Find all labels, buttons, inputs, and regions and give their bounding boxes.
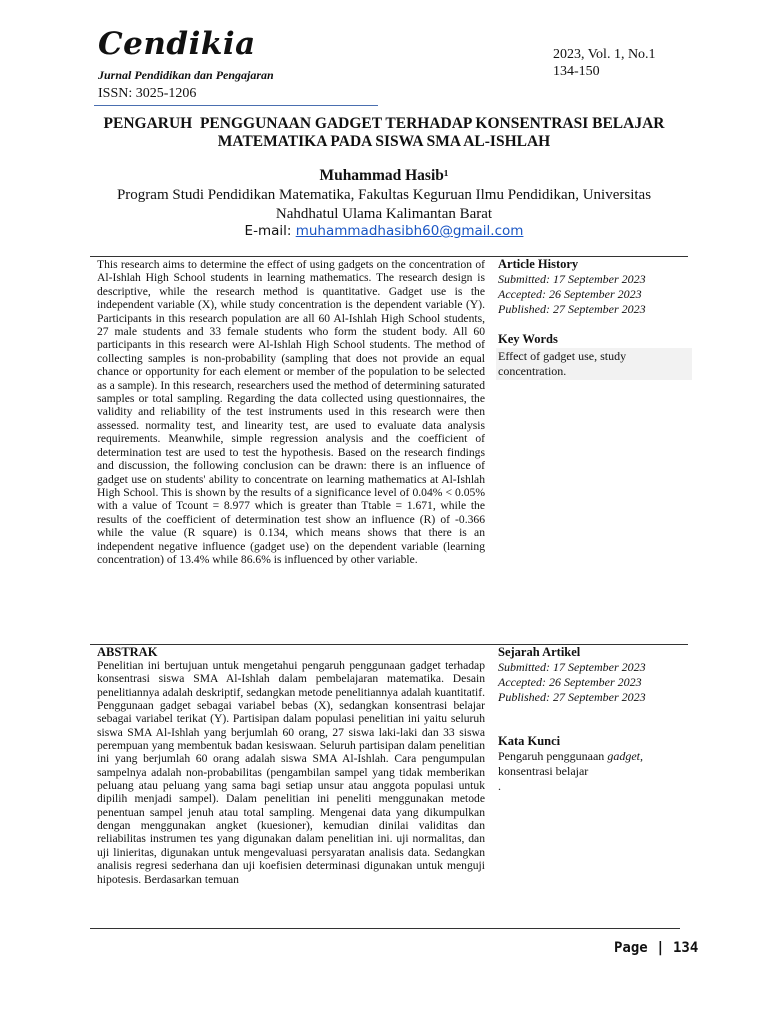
keywords-text: Effect of gadget use, study concentration. [496,348,692,380]
kata-kunci-rest: konsentrasi belajar [498,764,589,778]
submitted-date: Submitted: 17 September 2023 [498,272,646,286]
author-name: Muhammad Hasib¹ [319,167,449,184]
journal-subtitle: Jurnal Pendidikan dan Pengajaran [98,68,274,82]
abstract-indonesian [97,659,485,927]
kata-kunci-italic: gadget, [607,749,643,763]
sejarah-artikel-heading: Sejarah Artikel [498,645,581,659]
published-date: Published: 27 September 2023 [498,302,646,316]
accepted-date: Accepted: 26 September 2023 [498,287,642,301]
abstract-english-text: This research aims to determine the effect of using gadgets on the concentration of Al-Ishlah High School students in learning mathematics. The research design is descriptive, while the research method is quantitative. Gadget use is the independent variable (X), while study concentration is the dependent variable (Y). Participants in this research population are all 60 Al-Ishlah High School students, 27 male students and 33 female students who form the student body. All 60 participants in this research were Al-Ishlah High School students. The method of collecting samples is non-probability (sampling that does not provide an equal chance or opportunity for each element or member of the population to be selected as a sample). In this research, researchers used the method of determining saturated samples or total sampling. Regarding the data collected using questionnaires, the validity and reliability of the test instruments used in this research were then assessed. normality test, and linearity test, are used to evaluate data analysis requirements. Meanwhile, simple regression analysis and the coefficient of determination test are used to test the hypothesis. Based on the research findings and discussion, the following conclusion can be drawn: there is an influence of gadget use on students' ability to concentrate on learning mathematics at Al-Ishlah High School. This is shown by the results of a significance level of 0.04% < 0.05% with a value of Tcount = 8.977 which is greater than Ttable = 1.671, while the results of the coefficient of determination test show an influence (R) of -0.366 while the value (R square) is 0.134, which means shows that there is an independent negative influence (gadget use) on the dependent variable (learning concentration) of 13.4% while 86.6% is influenced by other variable. [97,258,485,566]
kata-kunci-text [498,749,643,764]
issn: ISSN: 3025-1206 [98,86,197,101]
kata-kunci-prefix: Pengaruh penggunaan [498,749,608,763]
abstrak-heading: ABSTRAK [97,645,158,659]
accepted-date-id: Accepted: 26 September 2023 [498,675,642,689]
issue-info [553,46,656,80]
published-date-id: Published: 27 September 2023 [498,690,646,704]
kata-kunci-trailing: . [498,779,501,793]
keywords-id [498,734,643,794]
email-line [90,223,678,239]
article-history-heading: Article History [498,257,579,271]
issue-volume: 2023, Vol. 1, No.1 [553,47,656,62]
abstract-bottom-rule [90,928,680,929]
title-line-1: PENGARUH PENGGUNAAN GADGET TERHADAP KONSENTRASI BELAJAR [103,115,665,132]
email-label: E-mail: [244,223,296,239]
keywords-heading: Key Words [498,332,558,346]
article-title [90,115,678,151]
title-line-2: MATEMATIKA PADA SISWA SMA AL-ISHLAH [217,133,551,150]
header-divider [94,105,378,106]
article-history-en [498,257,646,317]
email-link[interactable]: muhammadhasibh60@gmail.com [295,223,524,239]
page-number: Page | 134 [614,940,699,956]
kata-kunci-heading: Kata Kunci [498,734,561,748]
abstract-indonesian-text: Penelitian ini bertujuan untuk mengetahui pengaruh penggunaan gadget terhadap konsentrasi siswa SMA Al-Ishlah dalam pembelajaran matematika. Desain penelitiannya adalah deskriptif, sedangkan metode penelitiannya adalah kuantitatif. Penggunaan gadget sebagai variabel bebas (X), sedangkan konsentrasi belajar sebagai variabel terikat (Y). Partisipan dalam populasi penelitian ini yaitu seluruh siswa SMA Al-Ishlah yang berjumlah 60 orang, 27 siswa laki-laki dan 33 siswa perempuan yang membentuk badan kesiswaan. Seluruh partisipan dalam penelitian ini yang berjumlah 60 orang adalah siswa SMA Al-Ishlah. Cara pengumpulan sampelnya adalah non-probabilitas (pengambilan sampel yang tidak memberikan peluang atau peluang yang sama bagi setiap unsur atau anggota populasi untuk dipilih menjadi sampel). Dalam penelitian ini peneliti menggunakan metode penentuan sampel jenuh atau total sampling. Mengenai data yang dikumpulkan dengan menggunakan angket (kuesioner), kemudian dinilai validitas dan reliabilitas instrumen tes yang digunakan dalam penelitian ini. uji normalitas, dan uji linieritas, digunakan untuk mengevaluasi persyaratan analisis data. Sedangkan analisis regresi sederhana dan uji koefisien determinasi digunakan untuk menguji hipotesis. Berdasarkan temuan [97,659,485,886]
keywords-en [498,332,692,380]
page-range: 134-150 [553,64,600,79]
affiliation: Program Studi Pendidikan Matematika, Fakultas Keguruan Ilmu Pendidikan, Universitas Nahdhatul Ulama Kalimantan Barat [116,187,652,222]
abstract-english [97,258,485,566]
article-history-id [498,645,646,705]
submitted-date-id: Submitted: 17 September 2023 [498,660,646,674]
journal-logo: Cendikia [98,26,256,62]
